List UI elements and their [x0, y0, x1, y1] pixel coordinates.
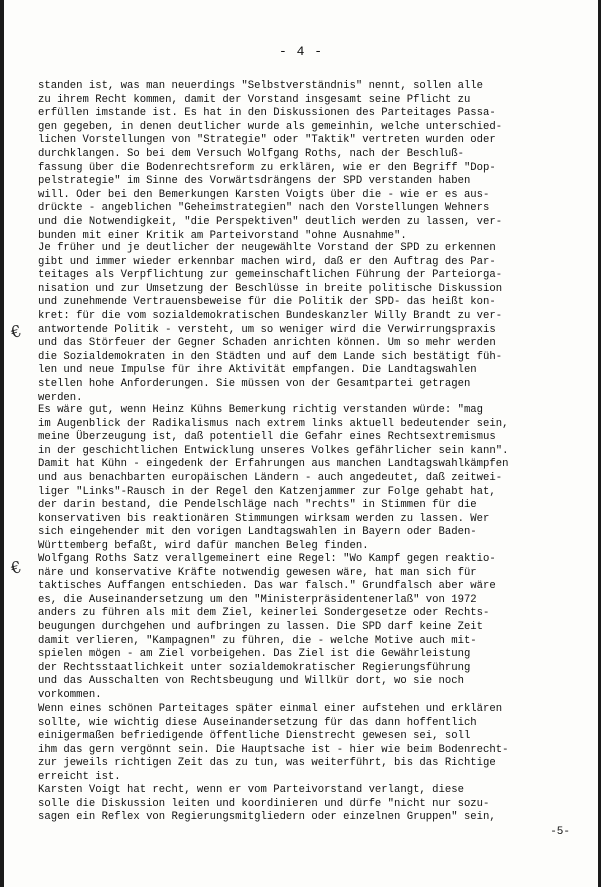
text-line: Württemberg befaßt, wird dafür manchen Beleg finden.	[38, 539, 369, 552]
text-line: standen ist, was man neuerdings "Selbstverständnis" nennt, sollen alle	[38, 80, 484, 92]
paragraph	[38, 404, 590, 554]
margin-mark: €	[8, 557, 24, 578]
text-line: nisation und zur Umsetzung der Beschlüsse in breite politische Diskussion	[38, 282, 503, 295]
text-line: und das Ausschalten von Rechtsbeugung und Willkür dort, wo sie noch	[38, 675, 464, 688]
paragraph	[38, 80, 590, 243]
text-line: Je früher und je deutlicher der neugewählte Vorstand der SPD zu erkennen	[38, 242, 496, 254]
text-line: sich eingehender mit den vorigen Landtagswahlen in Bayern oder Baden-	[38, 526, 477, 539]
text-line: anders zu führen als mit dem Ziel, keinerlei Sondergesetze oder Rechts-	[38, 607, 490, 620]
paragraph	[38, 242, 590, 405]
text-line: vorkommen.	[38, 688, 102, 701]
text-line: pelstrategie" im Sinne des Vorwärtsdrängens der SPD verstanden haben	[38, 175, 471, 188]
text-line: es, die Auseinandersetzung um den "Ministerpräsidentenerlaß" von 1972	[38, 593, 477, 606]
text-line: der darin bestand, die Pendelschläge nach "rechts" in Stimmen für die	[38, 499, 477, 512]
text-line: drückte - angeblichen "Geheimstrategien" nach den Vorstellungen Wehners	[38, 202, 490, 215]
text-line: Karsten Voigt hat recht, wenn er vom Parteivorstand verlangt, diese	[38, 784, 464, 796]
text-line: einigermaßen befriedigende öffentliche Dienstrecht gewesen sei, soll	[38, 730, 471, 743]
text-line: zur jeweils richtigen Zeit das zu tun, was weiterführt, bis das Richtige	[38, 757, 496, 770]
text-line: im Augenblick der Radikalismus nach extrem links aktuell bedeutender sein,	[38, 417, 509, 430]
text-line: Damit hat Kühn - eingedenk der Erfahrungen aus manchen Landtagswahlkämpfen	[38, 458, 509, 471]
text-line: gibt und immer wieder erkennbar machen wird, daß er den Auftrag des Par-	[38, 255, 496, 268]
text-line: len und neue Impulse für ihre Aktivität empfangen. Die Landtagswahlen	[38, 364, 477, 377]
text-line: damit verlieren, "Kampagnen" zu führen, die - welche Motive auch mit-	[38, 634, 477, 647]
text-line: antwortende Politik - versteht, um so weniger wird die Verwirrungspraxis	[38, 323, 496, 336]
text-line: die Sozialdemokraten in den Städten und auf dem Lande sich bestätigt füh-	[38, 350, 503, 363]
text-line: taktisches Auffangen entschieden. Das war falsch." Grundfalsch aber wäre	[38, 580, 496, 593]
text-line: lichen Vorstellungen von "Strategie" oder "Taktik" vertreten wurden oder	[38, 134, 496, 147]
paragraph	[38, 553, 590, 703]
text-line: der Rechtsstaatlichkeit unter sozialdemokratischer Regierungsführung	[38, 661, 471, 674]
text-line: meine Überzeugung ist, daß potentiell die Gefahr eines Rechtsextremismus	[38, 431, 496, 444]
page-number: - 4 -	[278, 44, 323, 59]
text-line: fassung über die Bodenrechtsreform zu erklären, wie er den Begriff "Dop-	[38, 161, 496, 174]
text-line: werden.	[38, 391, 83, 404]
paragraph	[38, 703, 590, 785]
text-line: stellen hohe Anforderungen. Sie müssen von der Gesamtpartei getragen	[38, 377, 471, 390]
margin-mark: €	[8, 321, 24, 342]
text-line: beugungen durchgehen und aufbringen zu lassen. Die SPD darf keine Zeit	[38, 620, 484, 633]
text-line: Es wäre gut, wenn Heinz Kühns Bemerkung richtig verstanden würde: "mag	[38, 404, 484, 416]
paragraph	[38, 784, 590, 825]
text-line: sagen ein Reflex von Regierungsmitgliedern oder einzelnen Gruppen" sein,	[38, 811, 496, 824]
text-line: näre und konservative Kräfte notwendig gewesen wäre, hat man sich für	[38, 566, 477, 579]
text-line: konservativen bis reaktionären Stimmungen wirksam werden zu lassen. Wer	[38, 512, 490, 525]
text-line: erreicht ist.	[38, 770, 121, 783]
text-line: will. Oder bei den Bemerkungen Karsten Voigts über die - wie er es aus-	[38, 188, 490, 201]
next-page-marker: -5-	[550, 826, 570, 838]
text-line: und die Notwendigkeit, "die Perspektiven" deutlich werden zu lassen, ver-	[38, 215, 503, 228]
text-line: durchklangen. So bei dem Versuch Wolfgang Roths, nach der Beschluß-	[38, 147, 464, 160]
text-line: ihm das gern vergönnt sein. Die Hauptsache ist - hier wie beim Bodenrecht-	[38, 743, 509, 756]
text-line: zu ihrem Recht kommen, damit der Vorstand insgesamt seine Pflicht zu	[38, 93, 471, 106]
text-line: sollte, wie wichtig diese Auseinandersetzung für das dann hoffentlich	[38, 716, 477, 729]
text-line: kret: für die vom sozialdemokratischen Bundeskanzler Willy Brandt zu ver-	[38, 309, 503, 322]
text-line: und zunehmende Vertrauensbeweise für die Politik der SPD- das heißt kon-	[38, 296, 496, 309]
text-line: und aus benachbarten europäischen Ländern - auch angedeutet, daß zeitwei-	[38, 471, 503, 484]
text-line: teitages als Verpflichtung zur gemeinschaftlichen Führung der Parteiorga-	[38, 269, 503, 282]
text-line: gen gegeben, in denen deutlicher wurde als gemeinhin, welche unterschied-	[38, 120, 503, 133]
text-line: bunden mit einer Kritik am Parteivorstand "ohne Ausnahme".	[38, 229, 407, 242]
text-line: und das Störfeuer der Gegner Schaden anrichten können. Um so mehr werden	[38, 337, 496, 350]
text-line: spielen mögen - am Ziel vorbeigehen. Das Ziel ist die Gewährleistung	[38, 648, 471, 661]
text-line: Wenn eines schönen Parteitages später einmal einer aufstehen und erklären	[38, 703, 503, 715]
text-line: erfüllen imstande ist. Es hat in den Diskussionen des Parteitages Passa-	[38, 107, 496, 120]
text-line: liger "Links"-Rausch in der Regel den Katzenjammer zur Folge gehabt hat,	[38, 485, 496, 498]
text-line: Wolfgang Roths Satz verallgemeinert eine Regel: "Wo Kampf gegen reaktio-	[38, 553, 496, 565]
text-line: in der geschichtlichen Entwicklung unseres Volkes gefährlicher sein kann".	[38, 444, 509, 457]
text-line: solle die Diskussion leiten und koordinieren und dürfe "nicht nur sozu-	[38, 797, 490, 810]
